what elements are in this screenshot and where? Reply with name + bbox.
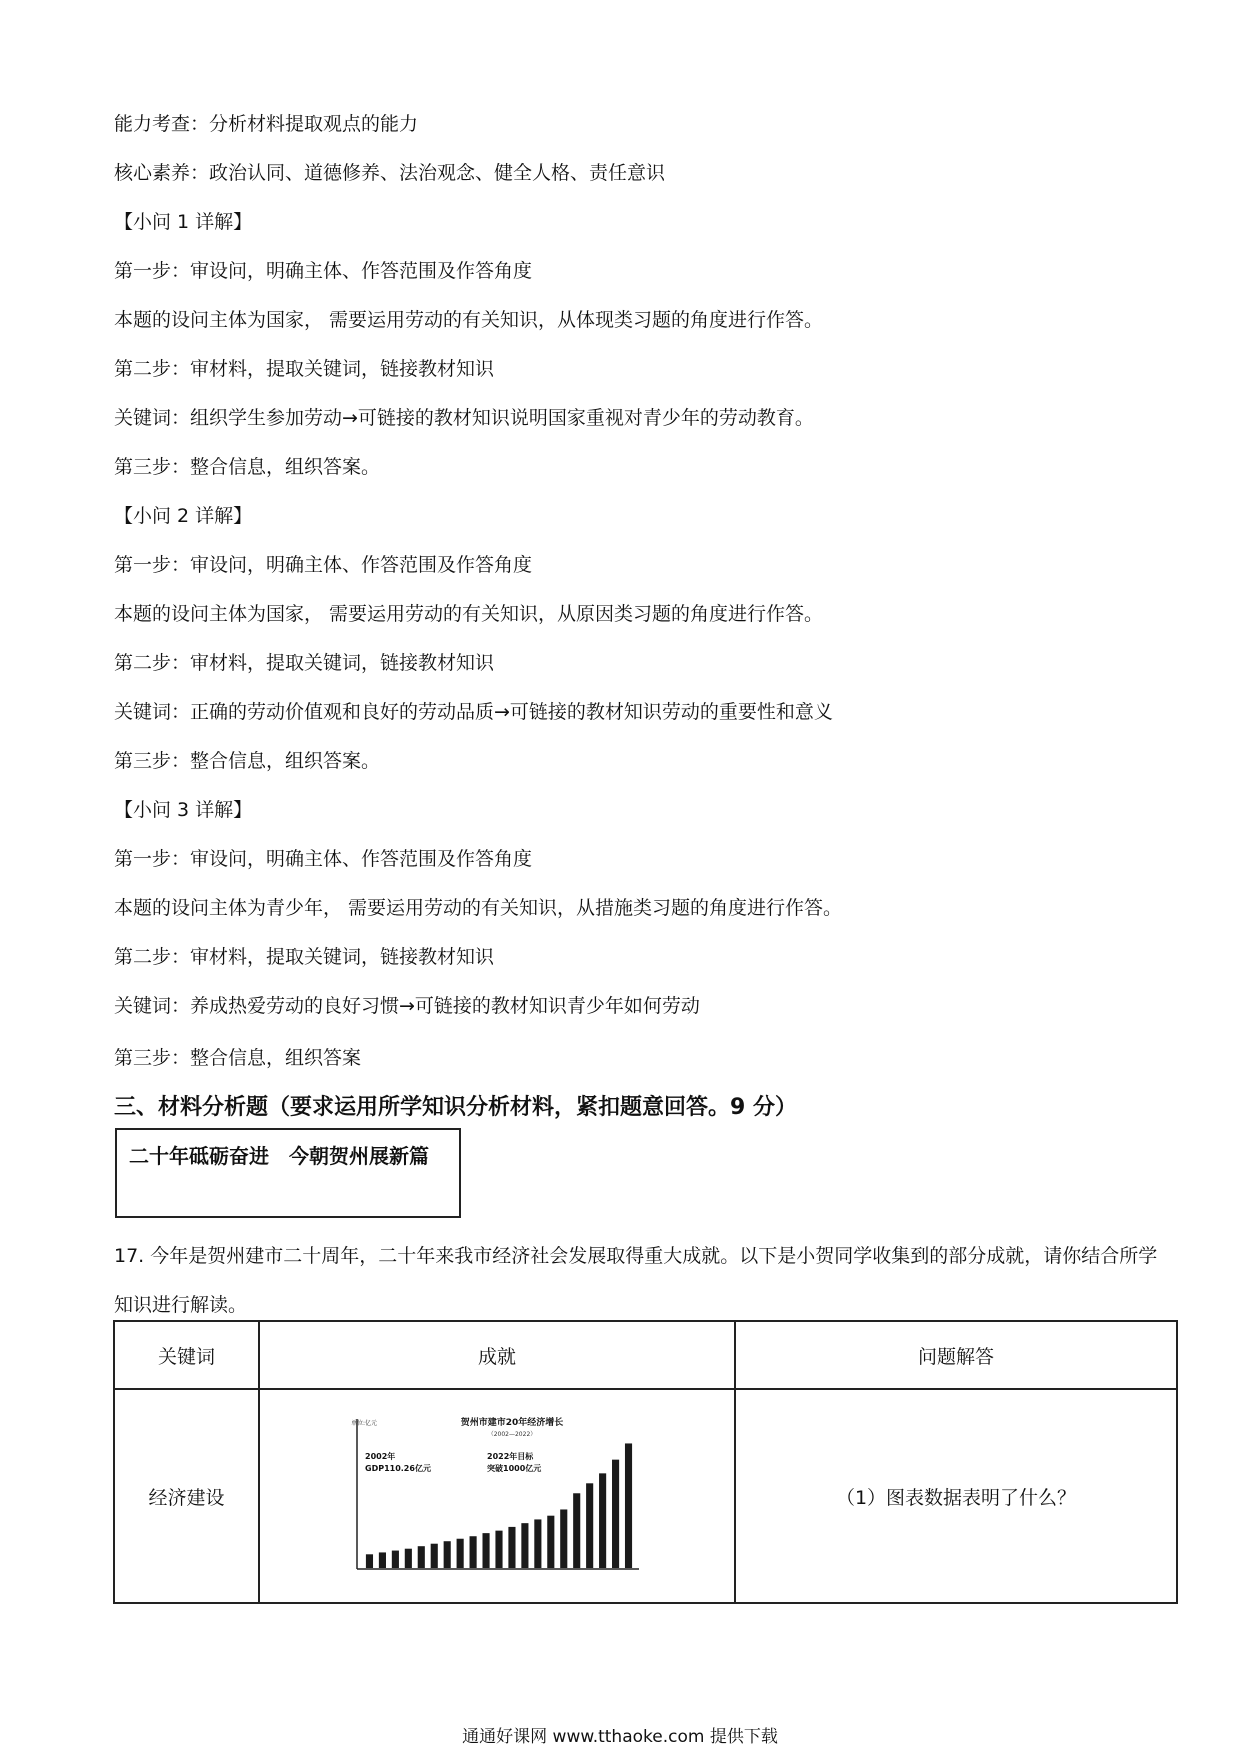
text-line: 第一步：审设问，明确主体、作答范围及作答角度 <box>114 554 533 576</box>
chart-ylabel: 单位:亿元 <box>351 1420 378 1427</box>
text-line: 第三步：整合信息，组织答案。 <box>114 456 381 478</box>
chart-bar <box>508 1527 515 1568</box>
text-line: 第一步：审设问，明确主体、作答范围及作答角度 <box>114 260 533 282</box>
chart-annotation: 2022年目标 <box>487 1452 534 1461</box>
chart-bar <box>418 1546 425 1568</box>
chart-annotation: 突破1000亿元 <box>487 1464 542 1473</box>
text-line: 第二步：审材料，提取关键词，链接教材知识 <box>114 652 495 674</box>
subquestion-heading: 【小问 1 详解】 <box>114 211 253 233</box>
section-title: 三、材料分析题（要求运用所学知识分析材料，紧扣题意回答。9 分） <box>114 1095 797 1120</box>
chart-bars <box>366 1443 632 1568</box>
header-keyword: 关键词 <box>114 1321 259 1389</box>
text-line: 关键词：养成热爱劳动的良好习惯→可链接的教材知识青少年如何劳动 <box>114 995 700 1017</box>
text-line: 本题的设问主体为国家， 需要运用劳动的有关知识，从原因类习题的角度进行作答。 <box>114 603 824 625</box>
chart-bar <box>573 1493 580 1568</box>
chart-bar <box>405 1549 412 1568</box>
chart-bar <box>431 1544 438 1568</box>
subquestion-heading: 【小问 3 详解】 <box>114 799 253 821</box>
subquestion-heading: 【小问 2 详解】 <box>114 505 253 527</box>
chart-bar <box>482 1533 489 1568</box>
gdp-bar-chart <box>347 1411 647 1581</box>
chart-bar <box>599 1473 606 1568</box>
chart-bar <box>625 1443 632 1568</box>
answer-cell: （1）图表数据表明了什么？ <box>735 1389 1177 1603</box>
table-header-row <box>114 1321 1177 1389</box>
chart-bar <box>560 1509 567 1568</box>
chart-bar <box>612 1460 619 1568</box>
text-line: 核心素养：政治认同、道德修养、法治观念、健全人格、责任意识 <box>114 162 666 184</box>
chart-bar <box>457 1539 464 1568</box>
chart-title: 贺州市建市20年经济增长 <box>460 1418 564 1428</box>
chart-bar <box>495 1531 502 1568</box>
chart-bar <box>470 1536 477 1568</box>
chart-cell <box>259 1389 735 1603</box>
text-line: 关键词：正确的劳动价值观和良好的劳动品质→可链接的教材知识劳动的重要性和意义 <box>114 701 833 723</box>
header-achievement: 成就 <box>259 1321 735 1389</box>
text-line: 第二步：审材料，提取关键词，链接教材知识 <box>114 946 495 968</box>
question-text: 17. 今年是贺州建市二十周年，二十年来我市经济社会发展取得重大成就。以下是小贺同学收集到的部分成就，请你结合所学知识进行解读。 <box>114 1245 1158 1316</box>
chart-bar <box>586 1483 593 1568</box>
text-line: 第三步：整合信息，组织答案。 <box>114 750 381 772</box>
chart-subtitle: （2002—2022） <box>487 1431 537 1438</box>
boxed-title: 二十年砥砺奋进 今朝贺州展新篇 <box>115 1128 461 1218</box>
chart-bar <box>521 1523 528 1568</box>
text-line: 第三步：整合信息，组织答案 <box>114 1047 362 1069</box>
chart-bar <box>379 1552 386 1568</box>
text-line: 关键词：组织学生参加劳动→可链接的教材知识说明国家重视对青少年的劳动教育。 <box>114 407 814 429</box>
text-line: 第二步：审材料，提取关键词，链接教材知识 <box>114 358 495 380</box>
explanation-text <box>114 100 1184 1086</box>
chart-annotation: GDP110.26亿元 <box>365 1464 431 1473</box>
footer-text: 通通好课网 www.tthaoke.com 提供下载 <box>462 1727 778 1747</box>
header-answer: 问题解答 <box>735 1321 1177 1389</box>
chart-bar <box>534 1519 541 1568</box>
chart-bar <box>392 1551 399 1568</box>
chart-bar <box>547 1516 554 1568</box>
chart-bar <box>366 1554 373 1568</box>
text-line: 能力考查：分析材料提取观点的能力 <box>114 113 419 135</box>
text-line: 本题的设问主体为青少年， 需要运用劳动的有关知识，从措施类习题的角度进行作答。 <box>114 897 843 919</box>
text-line: 本题的设问主体为国家， 需要运用劳动的有关知识，从体现类习题的角度进行作答。 <box>114 309 824 331</box>
text-line: 第一步：审设问，明确主体、作答范围及作答角度 <box>114 848 533 870</box>
chart-bar <box>444 1541 451 1568</box>
answer-table <box>113 1320 1178 1604</box>
chart-annotation: 2002年 <box>365 1452 396 1461</box>
table-row <box>114 1389 1177 1603</box>
chart-wrap <box>260 1411 734 1581</box>
keyword-cell: 经济建设 <box>114 1389 259 1603</box>
